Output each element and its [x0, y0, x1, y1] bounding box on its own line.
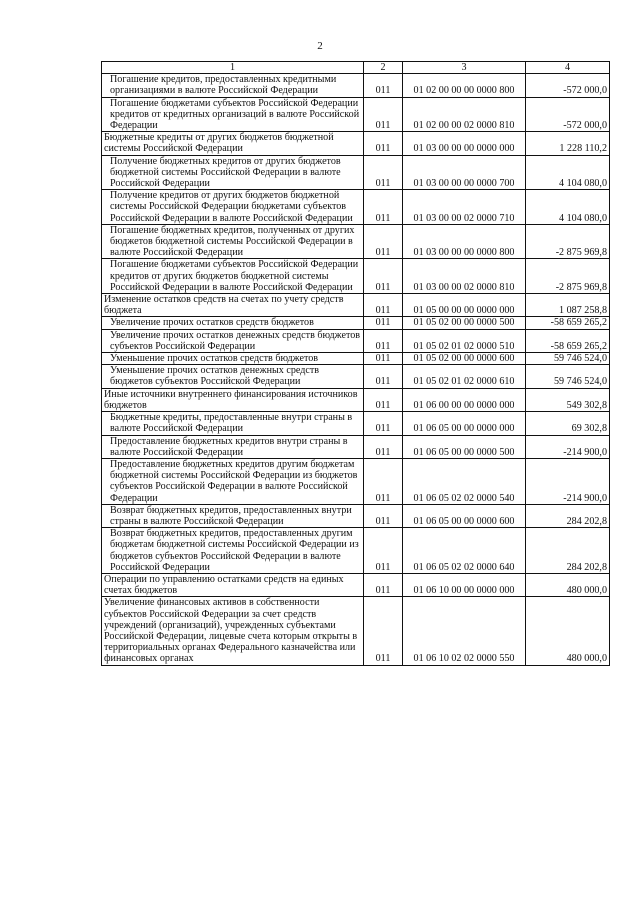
row-name-cell: Погашение кредитов, предоставленных кредитными организациями в валюте Российской Федерации — [102, 74, 364, 97]
row-code-cell: 011 — [364, 388, 403, 411]
table-row — [102, 97, 610, 132]
row-code-cell: 011 — [364, 317, 403, 329]
row-code-cell: 011 — [364, 597, 403, 665]
page-number: 2 — [317, 40, 323, 52]
row-name-cell: Бюджетные кредиты от других бюджетов бюджетной системы Российской Федерации — [102, 132, 364, 155]
row-kbk-cell: 01 03 00 00 02 0000 810 — [403, 259, 526, 294]
row-sum-cell: -214 900,0 — [526, 458, 610, 504]
row-name-cell: Получение кредитов от других бюджетов бюджетной системы Российской Федерации бюджетами субъектов Российской Федерации в валюте Российской Федерации — [102, 190, 364, 225]
row-sum-cell: 284 202,8 — [526, 528, 610, 574]
row-sum-cell: 480 000,0 — [526, 573, 610, 596]
table-row — [102, 353, 610, 365]
row-kbk-cell: 01 06 05 02 02 0000 640 — [403, 528, 526, 574]
table-row — [102, 412, 610, 435]
row-kbk-cell: 01 06 00 00 00 0000 000 — [403, 388, 526, 411]
header-col-1: 1 — [102, 62, 364, 74]
row-code-cell: 011 — [364, 294, 403, 317]
row-code-cell: 011 — [364, 259, 403, 294]
row-sum-cell: -572 000,0 — [526, 74, 610, 97]
row-kbk-cell: 01 06 05 00 00 0000 500 — [403, 435, 526, 458]
row-code-cell: 011 — [364, 365, 403, 388]
row-kbk-cell: 01 05 02 01 02 0000 610 — [403, 365, 526, 388]
row-code-cell: 011 — [364, 573, 403, 596]
row-name-cell: Увеличение прочих остатков денежных средств бюджетов субъектов Российской Федерации — [102, 329, 364, 352]
row-name-cell: Возврат бюджетных кредитов, предоставленных другим бюджетам бюджетной системы Российской Федерации из бюджетов субъектов Российской Федерации в валюте Российской Федерации — [102, 528, 364, 574]
row-kbk-cell: 01 05 02 01 02 0000 510 — [403, 329, 526, 352]
row-sum-cell: 480 000,0 — [526, 597, 610, 665]
row-sum-cell: 59 746 524,0 — [526, 365, 610, 388]
table-row — [102, 504, 610, 527]
budget-sources-table — [101, 61, 610, 666]
table-row — [102, 224, 610, 259]
table-row — [102, 573, 610, 596]
row-kbk-cell: 01 06 05 02 02 0000 540 — [403, 458, 526, 504]
row-kbk-cell: 01 02 00 00 02 0000 810 — [403, 97, 526, 132]
row-name-cell: Увеличение прочих остатков средств бюджетов — [102, 317, 364, 329]
table-row — [102, 155, 610, 190]
row-code-cell: 011 — [364, 74, 403, 97]
row-kbk-cell: 01 05 00 00 00 0000 000 — [403, 294, 526, 317]
table-header-row — [102, 62, 610, 74]
row-sum-cell: 59 746 524,0 — [526, 353, 610, 365]
row-name-cell: Операции по управлению остатками средств на единых счетах бюджетов — [102, 573, 364, 596]
header-col-3: 3 — [403, 62, 526, 74]
row-code-cell: 011 — [364, 412, 403, 435]
row-kbk-cell: 01 05 02 00 00 0000 600 — [403, 353, 526, 365]
table-row — [102, 294, 610, 317]
row-kbk-cell: 01 02 00 00 00 0000 800 — [403, 74, 526, 97]
row-sum-cell: 4 104 080,0 — [526, 190, 610, 225]
table-row — [102, 458, 610, 504]
table-row — [102, 597, 610, 665]
row-name-cell: Погашение бюджетами субъектов Российской Федерации кредитов от кредитных организаций в валюте Российской Федерации — [102, 97, 364, 132]
row-name-cell: Получение бюджетных кредитов от других бюджетов бюджетной системы Российской Федерации в валюте Российской Федерации — [102, 155, 364, 190]
row-code-cell: 011 — [364, 504, 403, 527]
table-row — [102, 388, 610, 411]
row-kbk-cell: 01 06 05 00 00 0000 600 — [403, 504, 526, 527]
row-name-cell: Возврат бюджетных кредитов, предоставленных внутри страны в валюте Российской Федерации — [102, 504, 364, 527]
row-name-cell: Предоставление бюджетных кредитов внутри страны в валюте Российской Федерации — [102, 435, 364, 458]
row-code-cell: 011 — [364, 97, 403, 132]
table-row — [102, 74, 610, 97]
row-code-cell: 011 — [364, 329, 403, 352]
row-kbk-cell: 01 03 00 00 00 0000 700 — [403, 155, 526, 190]
table-row — [102, 259, 610, 294]
row-kbk-cell: 01 03 00 00 02 0000 710 — [403, 190, 526, 225]
header-col-4: 4 — [526, 62, 610, 74]
table-row — [102, 528, 610, 574]
row-code-cell: 011 — [364, 435, 403, 458]
row-name-cell: Увеличение финансовых активов в собственности субъектов Российской Федерации за счет средств учреждений (организаций), учрежденных субъектами Российской Федерации, лицевые счета которым открыты в территориальных органах Федерального казначейства или финансовых органах — [102, 597, 364, 665]
row-sum-cell: 284 202,8 — [526, 504, 610, 527]
row-name-cell: Предоставление бюджетных кредитов другим бюджетам бюджетной системы Российской Федерации из бюджетов субъектов Российской Федерации в валюте Российской Федерации — [102, 458, 364, 504]
row-code-cell: 011 — [364, 353, 403, 365]
row-sum-cell: 1 087 258,8 — [526, 294, 610, 317]
row-code-cell: 011 — [364, 224, 403, 259]
row-kbk-cell: 01 06 05 00 00 0000 000 — [403, 412, 526, 435]
header-col-2: 2 — [364, 62, 403, 74]
row-sum-cell: -214 900,0 — [526, 435, 610, 458]
row-kbk-cell: 01 05 02 00 00 0000 500 — [403, 317, 526, 329]
row-name-cell: Погашение бюджетных кредитов, полученных от других бюджетов бюджетной системы Российской Федерации в валюте Российской Федерации — [102, 224, 364, 259]
table-body — [102, 74, 610, 665]
row-name-cell: Изменение остатков средств на счетах по учету средств бюджета — [102, 294, 364, 317]
row-sum-cell: -2 875 969,8 — [526, 224, 610, 259]
table-row — [102, 329, 610, 352]
row-kbk-cell: 01 03 00 00 00 0000 800 — [403, 224, 526, 259]
row-sum-cell: -58 659 265,2 — [526, 317, 610, 329]
table-row — [102, 132, 610, 155]
row-code-cell: 011 — [364, 132, 403, 155]
row-name-cell: Иные источники внутреннего финансирования источников бюджетов — [102, 388, 364, 411]
row-sum-cell: 549 302,8 — [526, 388, 610, 411]
table-row — [102, 317, 610, 329]
row-code-cell: 011 — [364, 155, 403, 190]
row-code-cell: 011 — [364, 458, 403, 504]
row-code-cell: 011 — [364, 528, 403, 574]
row-sum-cell: -572 000,0 — [526, 97, 610, 132]
table-row — [102, 365, 610, 388]
row-sum-cell: -2 875 969,8 — [526, 259, 610, 294]
table-row — [102, 190, 610, 225]
row-sum-cell: 1 228 110,2 — [526, 132, 610, 155]
row-sum-cell: 4 104 080,0 — [526, 155, 610, 190]
row-sum-cell: -58 659 265,2 — [526, 329, 610, 352]
row-name-cell: Уменьшение прочих остатков средств бюджетов — [102, 353, 364, 365]
row-name-cell: Уменьшение прочих остатков денежных средств бюджетов субъектов Российской Федерации — [102, 365, 364, 388]
row-name-cell: Погашение бюджетами субъектов Российской Федерации кредитов от других бюджетов бюджетной системы Российской Федерации в валюте Российской Федерации — [102, 259, 364, 294]
row-kbk-cell: 01 06 10 02 02 0000 550 — [403, 597, 526, 665]
row-sum-cell: 69 302,8 — [526, 412, 610, 435]
row-code-cell: 011 — [364, 190, 403, 225]
row-kbk-cell: 01 03 00 00 00 0000 000 — [403, 132, 526, 155]
table-row — [102, 435, 610, 458]
row-name-cell: Бюджетные кредиты, предоставленные внутри страны в валюте Российской Федерации — [102, 412, 364, 435]
row-kbk-cell: 01 06 10 00 00 0000 000 — [403, 573, 526, 596]
